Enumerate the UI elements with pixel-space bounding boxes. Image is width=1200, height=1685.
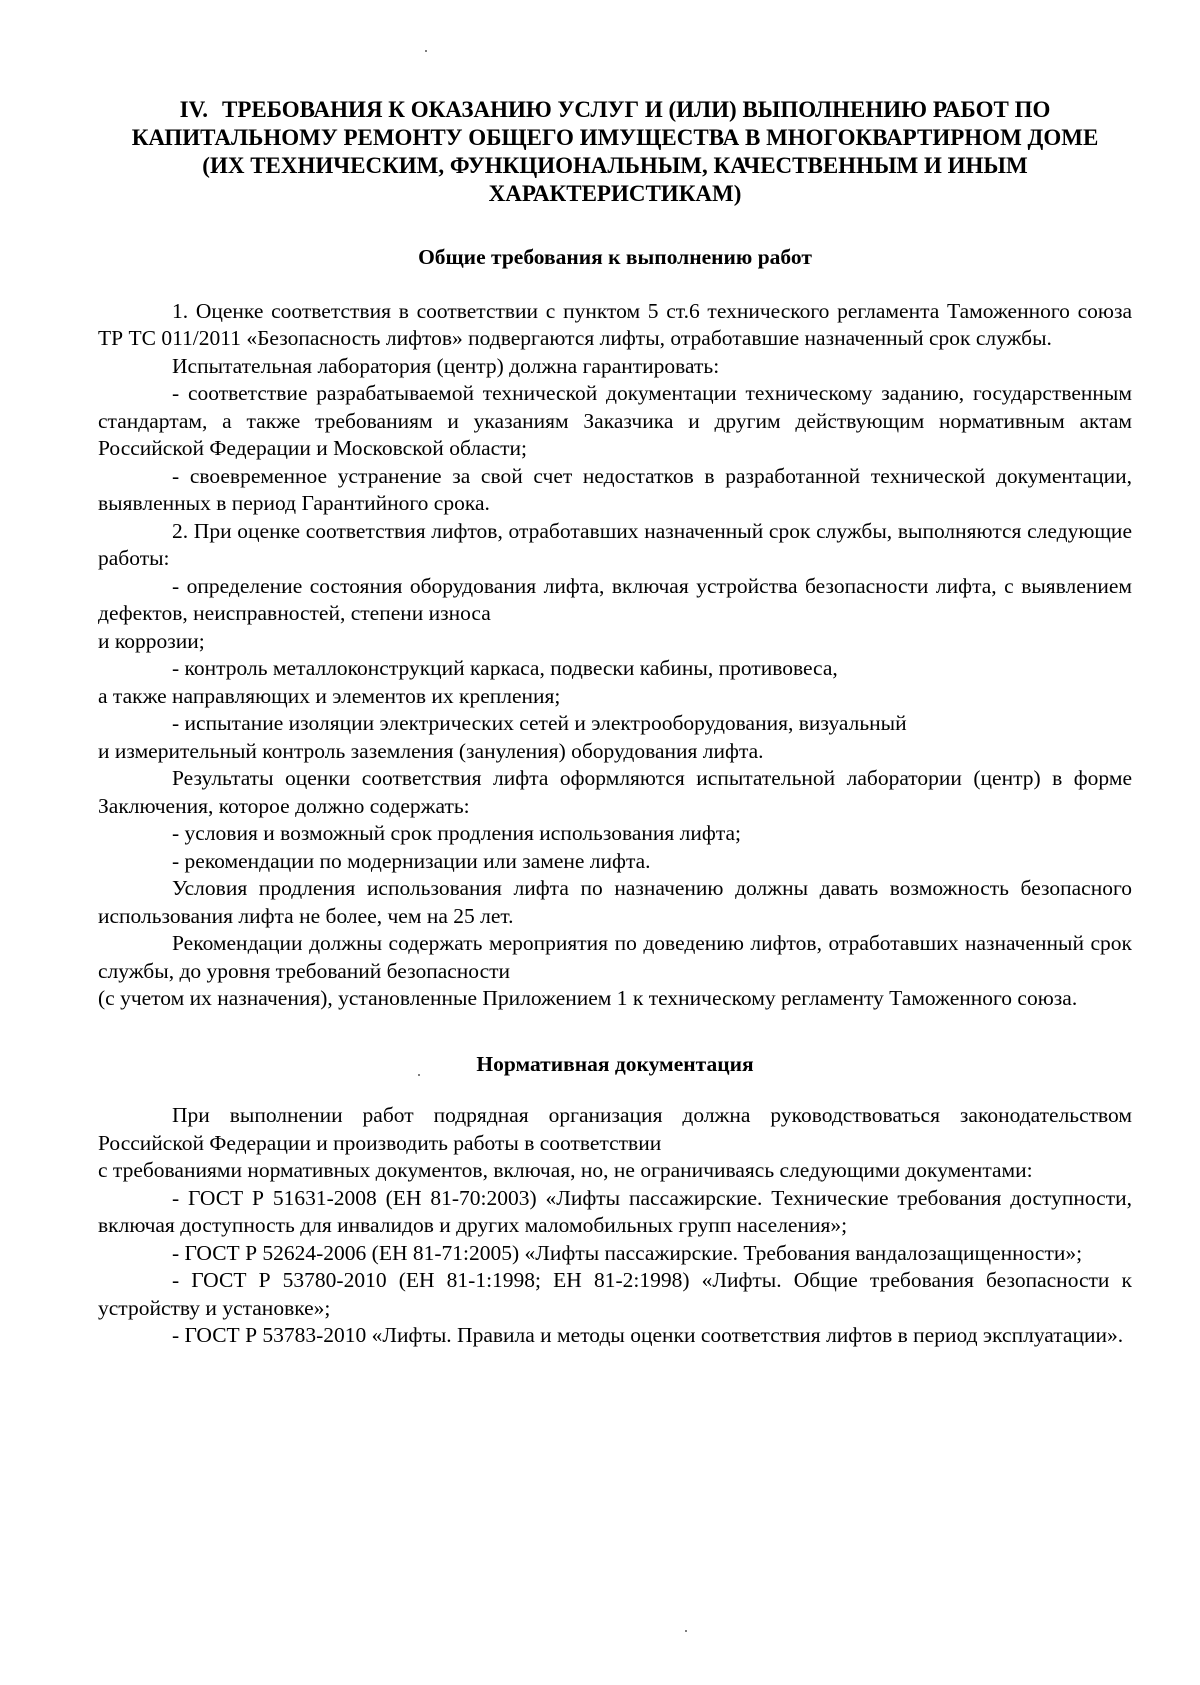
section-number: IV. <box>179 97 208 122</box>
paragraph-recommendations-cont: (с учетом их назначения), установленные Приложением 1 к техническому регламенту Таможенного союза. <box>98 986 1078 1010</box>
list-item-gost: - ГОСТ Р 51631-2008 (ЕН 81-70:2003) «Лифты пассажирские. Технические требования доступности, включая доступность для инвалидов и других маломобильных групп населения»; <box>98 1185 1132 1237</box>
list-item-insulation-test-cont: и измерительный контроль заземления (зануления) оборудования лифта. <box>98 738 764 763</box>
list-item-gost: - ГОСТ Р 52624-2006 (ЕН 81-71:2005) «Лифты пассажирские. Требования вандалозащищенности»; <box>172 1240 1083 1265</box>
normative-docs-heading: Нормативная документация <box>476 1051 754 1076</box>
paragraph-results: Результаты оценки соответствия лифта оформляются испытательной лаборатории (центр) в форме Заключения, которое должно содержать: <box>98 766 1132 818</box>
list-item-insulation-test: - испытание изоляции электрических сетей и электрооборудования, визуальный <box>172 711 907 735</box>
section-title <box>98 96 1132 208</box>
paragraph-recommendations: Рекомендации должны содержать мероприятия по доведению лифтов, отработавших назначенный срок службы, до уровня требований безопасности <box>98 931 1132 983</box>
paragraph-normative-intro-cont: с требованиями нормативных документов, включая, но, не ограничиваясь следующими документами: <box>98 1158 1033 1182</box>
scan-speck <box>425 50 427 52</box>
list-item-metal-control: - контроль металлоконструкций каркаса, подвески кабины, противовеса, <box>172 656 838 680</box>
list-item-equipment-state-cont: и коррозии; <box>98 628 205 653</box>
list-item-compliance: - соответствие разрабатываемой технической документации техническому заданию, государственным стандартам, а также требованиям и указаниям Заказчика и другим действующим нормативным актам Российской Федерации и Московской области; <box>98 381 1132 460</box>
list-item-gost: - ГОСТ Р 53780-2010 (ЕН 81-1:1998; ЕН 81-2:1998) «Лифты. Общие требования безопасности к устройству и установке»; <box>98 1268 1132 1320</box>
list-item-conditions: - условия и возможный срок продления использования лифта; <box>172 821 741 845</box>
list-item-equipment-state: - определение состояния оборудования лифта, включая устройства безопасности лифта, с выявлением дефектов, неисправностей, степени износа <box>98 573 1132 625</box>
list-item-metal-control-cont: а также направляющих и элементов их крепления; <box>98 683 561 708</box>
general-requirements-heading: Общие требования к выполнению работ <box>418 245 812 269</box>
section-title-text: ТРЕБОВАНИЯ К ОКАЗАНИЮ УСЛУГ И (ИЛИ) ВЫПОЛНЕНИЮ РАБОТ ПО КАПИТАЛЬНОМУ РЕМОНТУ ОБЩЕГО ИМУЩЕСТВА В МНОГОКВАРТИРНОМ ДОМЕ (ИХ ТЕХНИЧЕСКИМ, ФУНКЦИОНАЛЬНЫМ, КАЧЕСТВЕННЫМ И ИНЫМ ХАРАКТЕРИСТИКАМ) <box>131 97 1099 206</box>
scan-speck <box>685 1630 687 1632</box>
paragraph-2: 2. При оценке соответствия лифтов, отработавших назначенный срок службы, выполняются следующие работы: <box>98 518 1132 570</box>
paragraph-normative-intro: При выполнении работ подрядная организация должна руководствоваться законодательством Российской Федерации и производить работы в соответствии <box>98 1103 1132 1155</box>
document-body <box>98 96 1132 1350</box>
paragraph-extension-conditions: Условия продления использования лифта по назначению должны давать возможность безопасного использования лифта не более, чем на 25 лет. <box>98 876 1132 928</box>
list-item-gost: - ГОСТ Р 53783-2010 «Лифты. Правила и методы оценки соответствия лифтов в период эксплуатации». <box>172 1323 1124 1347</box>
list-item-recommendations: - рекомендации по модернизации или замене лифта. <box>172 848 651 873</box>
paragraph-1: 1. Оценке соответствия в соответствии с пунктом 5 ст.6 технического регламента Таможенного союза ТР ТС 011/2011 «Безопасность лифтов» подвергаются лифты, отработавшие назначенный срок службы. <box>98 298 1132 350</box>
paragraph-lab-guarantee: Испытательная лаборатория (центр) должна гарантировать: <box>172 353 720 378</box>
list-item-defect-elimination: - своевременное устранение за свой счет недостатков в разработанной технической документации, выявленных в период Гарантийного срока. <box>98 463 1132 515</box>
